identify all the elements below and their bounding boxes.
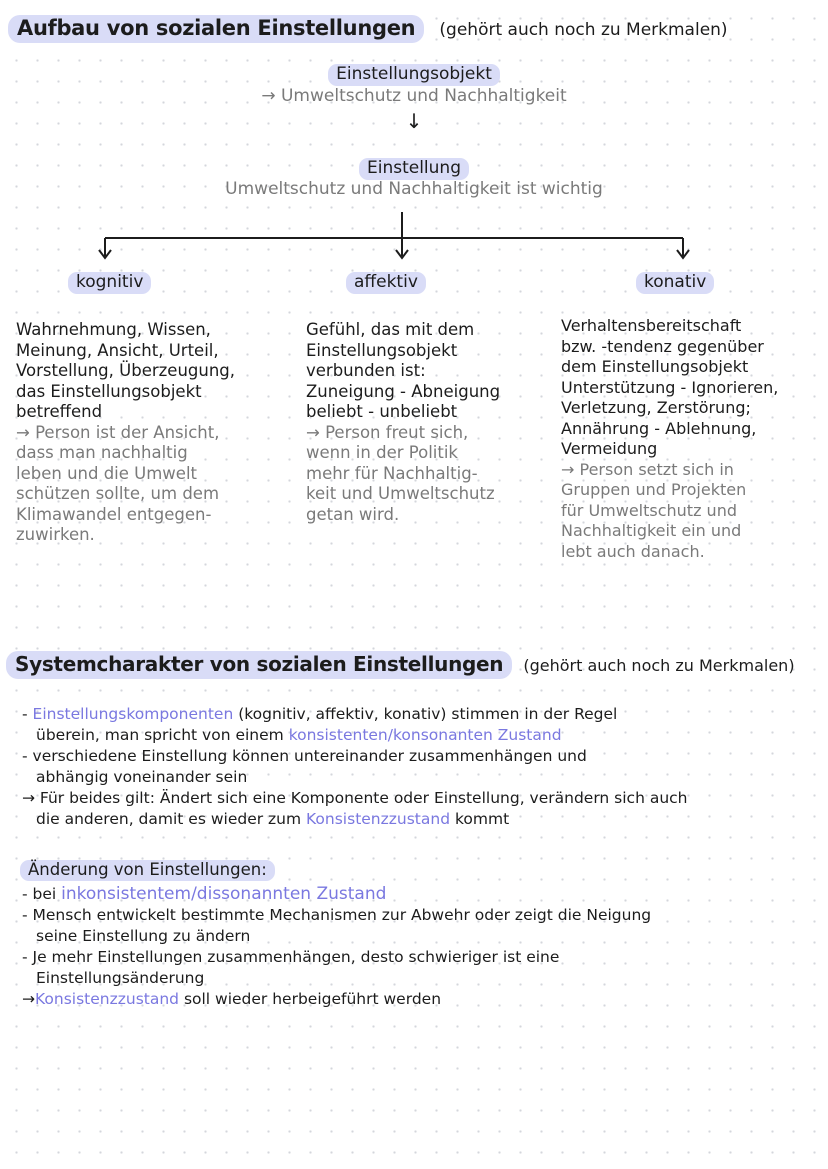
text-line: Verhaltensbereitschaft: [561, 316, 742, 335]
column-kognitiv: [16, 320, 286, 546]
object-text: → Umweltschutz und Nachhaltigkeit: [261, 86, 567, 106]
text-span: (kognitiv, affektiv, konativ) stimmen in der Regel: [233, 705, 618, 723]
section2-header: [6, 652, 795, 676]
section3-bullet3-line2: Einstellungsänderung: [36, 969, 205, 987]
bullet-marker: -: [22, 705, 33, 723]
text-line: Gefühl, das mit dem: [306, 320, 475, 339]
section3-bullet1: [22, 884, 822, 905]
attitude-label: Einstellung: [359, 158, 469, 180]
text-line: Vermeidung: [561, 439, 658, 458]
example-line: wenn in der Politik: [306, 443, 458, 462]
attitude: [0, 158, 828, 199]
section3-bullet3: - Je mehr Einstellungen zusammenhängen, desto schwieriger ist eine: [22, 948, 560, 966]
text-span: kommt: [450, 810, 510, 828]
example-line: → Person ist der Ansicht,: [16, 422, 220, 442]
text-line: Vorstellung, Überzeugung,: [16, 361, 236, 380]
section2-bullet3-line2: [22, 809, 822, 830]
text-line: Zuneigung - Abneigung: [306, 381, 501, 401]
text-line: Einstellungsobjekt: [306, 340, 458, 360]
example-line: schützen sollte, um dem: [16, 484, 220, 503]
column-konativ: [561, 316, 823, 562]
highlight-term: konsistenten/konsonanten Zustand: [288, 726, 562, 744]
section2-body: [22, 704, 822, 830]
example-line: → Person setzt sich in: [561, 459, 734, 479]
text-line: das Einstellungsobjekt: [16, 381, 202, 401]
section2-bullet1: [22, 704, 822, 725]
example-line: Nachhaltigkeit ein und: [561, 521, 742, 540]
section2-bullet1-line2: [22, 725, 822, 746]
text-line: Meinung, Ansicht, Urteil,: [16, 340, 219, 360]
example-line: mehr für Nachhaltig-: [306, 463, 478, 483]
example-line: zuwirken.: [16, 525, 95, 544]
highlight-term: Konsistenzzustand: [35, 990, 180, 1008]
text-line: beliebt - unbeliebt: [306, 402, 458, 421]
text-span: die anderen, damit es wieder zum: [36, 810, 307, 828]
section3-header: [20, 860, 275, 879]
example-line: Gruppen und Projekten: [561, 480, 747, 499]
example-kognitiv: [16, 423, 286, 546]
attitude-text: Umweltschutz und Nachhaltigkeit ist wichtig: [225, 179, 603, 199]
example-line: leben und die Umwelt: [16, 463, 198, 483]
section2-bullet2-line2: abhängig voneinander sein: [36, 768, 248, 786]
section1-title: Aufbau von sozialen Einstellungen: [8, 15, 424, 43]
section3-bullet4: [22, 989, 822, 1010]
arrow-icon: →: [22, 990, 35, 1008]
column-affektiv: [306, 320, 551, 525]
component-label-konativ: konativ: [636, 272, 714, 294]
text-line: Verletzung, Zerstörung;: [561, 398, 751, 417]
text-span: überein, man spricht von einem: [36, 726, 289, 744]
example-line: für Umweltschutz und: [561, 500, 737, 520]
text-span: soll wieder herbeigeführt werden: [179, 990, 442, 1008]
section2-note: (gehört auch noch zu Merkmalen): [523, 656, 795, 675]
section3-title: Änderung von Einstellungen:: [20, 860, 275, 881]
highlight-term: Konsistenzzustand: [306, 810, 451, 828]
text-line: Annährung - Ablehnung,: [561, 418, 757, 438]
object-label: Einstellungsobjekt: [328, 64, 500, 86]
example-affektiv: [306, 423, 551, 526]
section2-title: Systemcharakter von sozialen Einstellungen: [6, 651, 512, 679]
example-line: lebt auch danach.: [561, 541, 705, 561]
example-line: getan wird.: [306, 504, 400, 524]
text-line: Unterstützung - Ignorieren,: [561, 377, 779, 397]
section3-body: [22, 884, 822, 1010]
text-line: dem Einstellungsobjekt: [561, 357, 749, 376]
bullet-marker: - bei: [22, 885, 62, 903]
text-line: verbunden ist:: [306, 361, 426, 380]
section3-bullet2-line2: seine Einstellung zu ändern: [36, 927, 251, 945]
component-label-affektiv: affektiv: [346, 272, 426, 294]
example-line: keit und Umweltschutz: [306, 484, 495, 503]
example-konativ: [561, 460, 823, 563]
section2-bullet2: - verschiedene Einstellung können untereinander zusammenhängen und: [22, 747, 587, 765]
attitude-object: [0, 64, 828, 132]
highlight-term: inkonsistentem/dissonannten Zustand: [61, 884, 387, 904]
text-line: Wahrnehmung, Wissen,: [16, 320, 211, 339]
arrow-down-icon: ↓: [405, 109, 423, 133]
example-line: → Person freut sich,: [306, 422, 469, 442]
highlight-term: Einstellungskomponenten: [32, 705, 234, 723]
text-line: bzw. -tendenz gegenüber: [561, 336, 764, 356]
section1-note: (gehört auch noch zu Merkmalen): [439, 20, 728, 40]
text-line: betreffend: [16, 402, 103, 421]
example-line: Klimawandel entgegen-: [16, 504, 212, 524]
component-label-kognitiv: kognitiv: [68, 272, 151, 294]
example-line: dass man nachhaltig: [16, 443, 188, 462]
section1-header: [8, 16, 728, 40]
section3-bullet2: - Mensch entwickelt bestimmte Mechanismen zur Abwehr oder zeigt die Neigung: [22, 906, 652, 924]
section2-bullet3: → Für beides gilt: Ändert sich eine Komponente oder Einstellung, verändern sich auch: [22, 789, 688, 807]
